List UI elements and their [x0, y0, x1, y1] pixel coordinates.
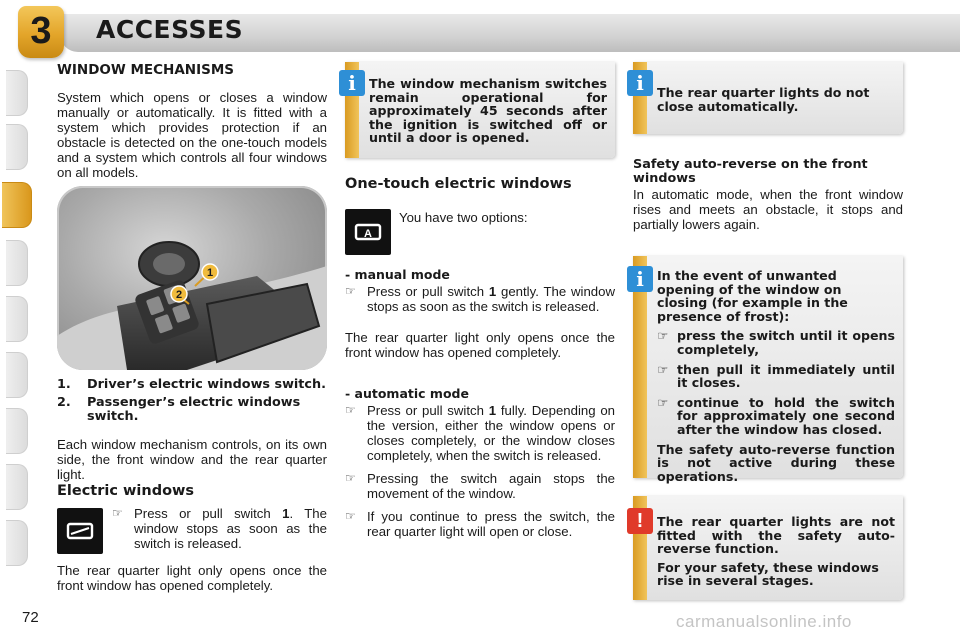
manual-mode-title: - manual mode: [345, 267, 450, 282]
side-tab[interactable]: [6, 240, 28, 286]
pointing-hand-icon: ☞: [657, 394, 669, 410]
side-tab[interactable]: [6, 296, 28, 342]
frost-content: In the event of unwanted opening of the window on closing (for example in the presence of frost): ☞ press the switch until it opens completely, ☞ then pull it immediately until it closes. ☞ continue to hold the switch for approximately one second after the window has closed. The safety auto-reverse function is not active during these operations.: [657, 268, 895, 484]
section-title: WINDOW MECHANISMS: [57, 62, 234, 78]
side-tab-active[interactable]: [2, 182, 32, 228]
automatic-bullets: [345, 403, 615, 539]
auto-window-switch-icon: [345, 209, 391, 255]
side-tab[interactable]: [6, 352, 28, 398]
side-tab[interactable]: [6, 408, 28, 454]
callout-1: 1: [206, 267, 214, 279]
manual-bullet: ☞ Press or pull switch 1 gently. The window stops as soon as the switch is released.: [345, 284, 615, 314]
window-switch-icon: [57, 508, 103, 554]
warning-content: The rear quarter lights are not fitted with the safety auto-reverse function. For your safety, these windows rise in several stages.: [657, 514, 895, 589]
auto-bullet-2: ☞ Pressing the switch again stops the movement of the window.: [345, 471, 615, 501]
safety-text: In automatic mode, when the front window rises and meets an obstacle, it stops and partially lowers again.: [633, 187, 903, 232]
electric-bullet: ☞ Press or pull switch 1. The window stops as soon as the switch is released.: [112, 506, 327, 551]
switch-panel-illustration: [57, 186, 327, 370]
info-box-rear-quarter: i The rear quarter lights do not close automatically.: [633, 62, 903, 134]
info-icon: i: [339, 70, 365, 96]
pointing-hand-icon: ☞: [345, 471, 356, 485]
watermark: carmanualsonline.info: [676, 612, 852, 631]
electric-rear-text: The rear quarter light only opens once the front window has opened completely.: [57, 563, 327, 593]
chapter-tab: [18, 6, 64, 58]
pointing-hand-icon: ☞: [657, 361, 669, 377]
svg-text:A: A: [364, 228, 372, 240]
frost-step-1: ☞ press the switch until it opens completely,: [657, 328, 895, 357]
side-tab[interactable]: [6, 520, 28, 566]
auto-bullet-3: ☞ If you continue to press the switch, the rear quarter light will open or close.: [345, 509, 615, 539]
safety-title: Safety auto-reverse on the front windows: [633, 157, 868, 186]
warning-box: [633, 496, 903, 600]
one-touch-title: One-touch electric windows: [345, 176, 572, 192]
auto-bullet-1: ☞ Press or pull switch 1 fully. Depending on the version, either the window opens or closes completely, or the window closes completely, when the switch is released.: [345, 403, 615, 463]
pointing-hand-icon: ☞: [345, 509, 356, 523]
pointing-hand-icon: ☞: [657, 328, 669, 344]
side-tab[interactable]: [6, 464, 28, 510]
pointing-hand-icon: ☞: [345, 284, 356, 298]
electric-windows-title: Electric windows: [57, 483, 195, 499]
warning-icon: !: [627, 508, 653, 534]
info-box-frost: [633, 256, 903, 484]
legend-list: [57, 378, 327, 424]
info-box-switch-timer: i The window mechanism switches remain operational for approximately 45 seconds after the ignition is switched off or until a door is opened.: [345, 62, 615, 158]
chapter-side-tabs: [0, 60, 32, 600]
side-tab[interactable]: [6, 124, 28, 170]
frost-note: The safety auto-reverse function is not active during these operations.: [657, 441, 895, 484]
frost-step-3: ☞ continue to hold the switch for approximately one second after the window has closed.: [657, 394, 895, 437]
page-number: 72: [22, 609, 39, 626]
automatic-mode-title: - automatic mode: [345, 386, 469, 401]
pointing-hand-icon: ☞: [345, 403, 356, 417]
callout-2: 2: [175, 289, 183, 301]
options-text: You have two options:: [399, 210, 528, 225]
each-mechanism-text: Each window mechanism controls, on its own side, the front window and the rear quarter light.: [57, 437, 327, 482]
intro-paragraph: System which opens or closes a window manually or automatically. It is fitted with a system which provides protection if an obstacle is detected on the one-touch models and a system which controls all four windows on all models.: [57, 90, 327, 180]
manual-rear-text: The rear quarter light only opens once the front window has opened completely.: [345, 330, 615, 360]
side-tab[interactable]: [6, 70, 28, 116]
info-icon: i: [627, 266, 653, 292]
pointing-hand-icon: ☞: [112, 506, 123, 520]
chapter-number: 3: [30, 10, 52, 52]
frost-step-2: ☞ then pull it immediately until it closes.: [657, 361, 895, 391]
legend-item-2: 2. Passenger’s electric windows switch.: [57, 395, 301, 424]
door-switch-photo: [57, 186, 327, 370]
legend-item-1: 1. Driver’s electric windows switch.: [57, 377, 326, 392]
info-icon: i: [627, 70, 653, 96]
page-title: ACCESSES: [96, 15, 244, 44]
